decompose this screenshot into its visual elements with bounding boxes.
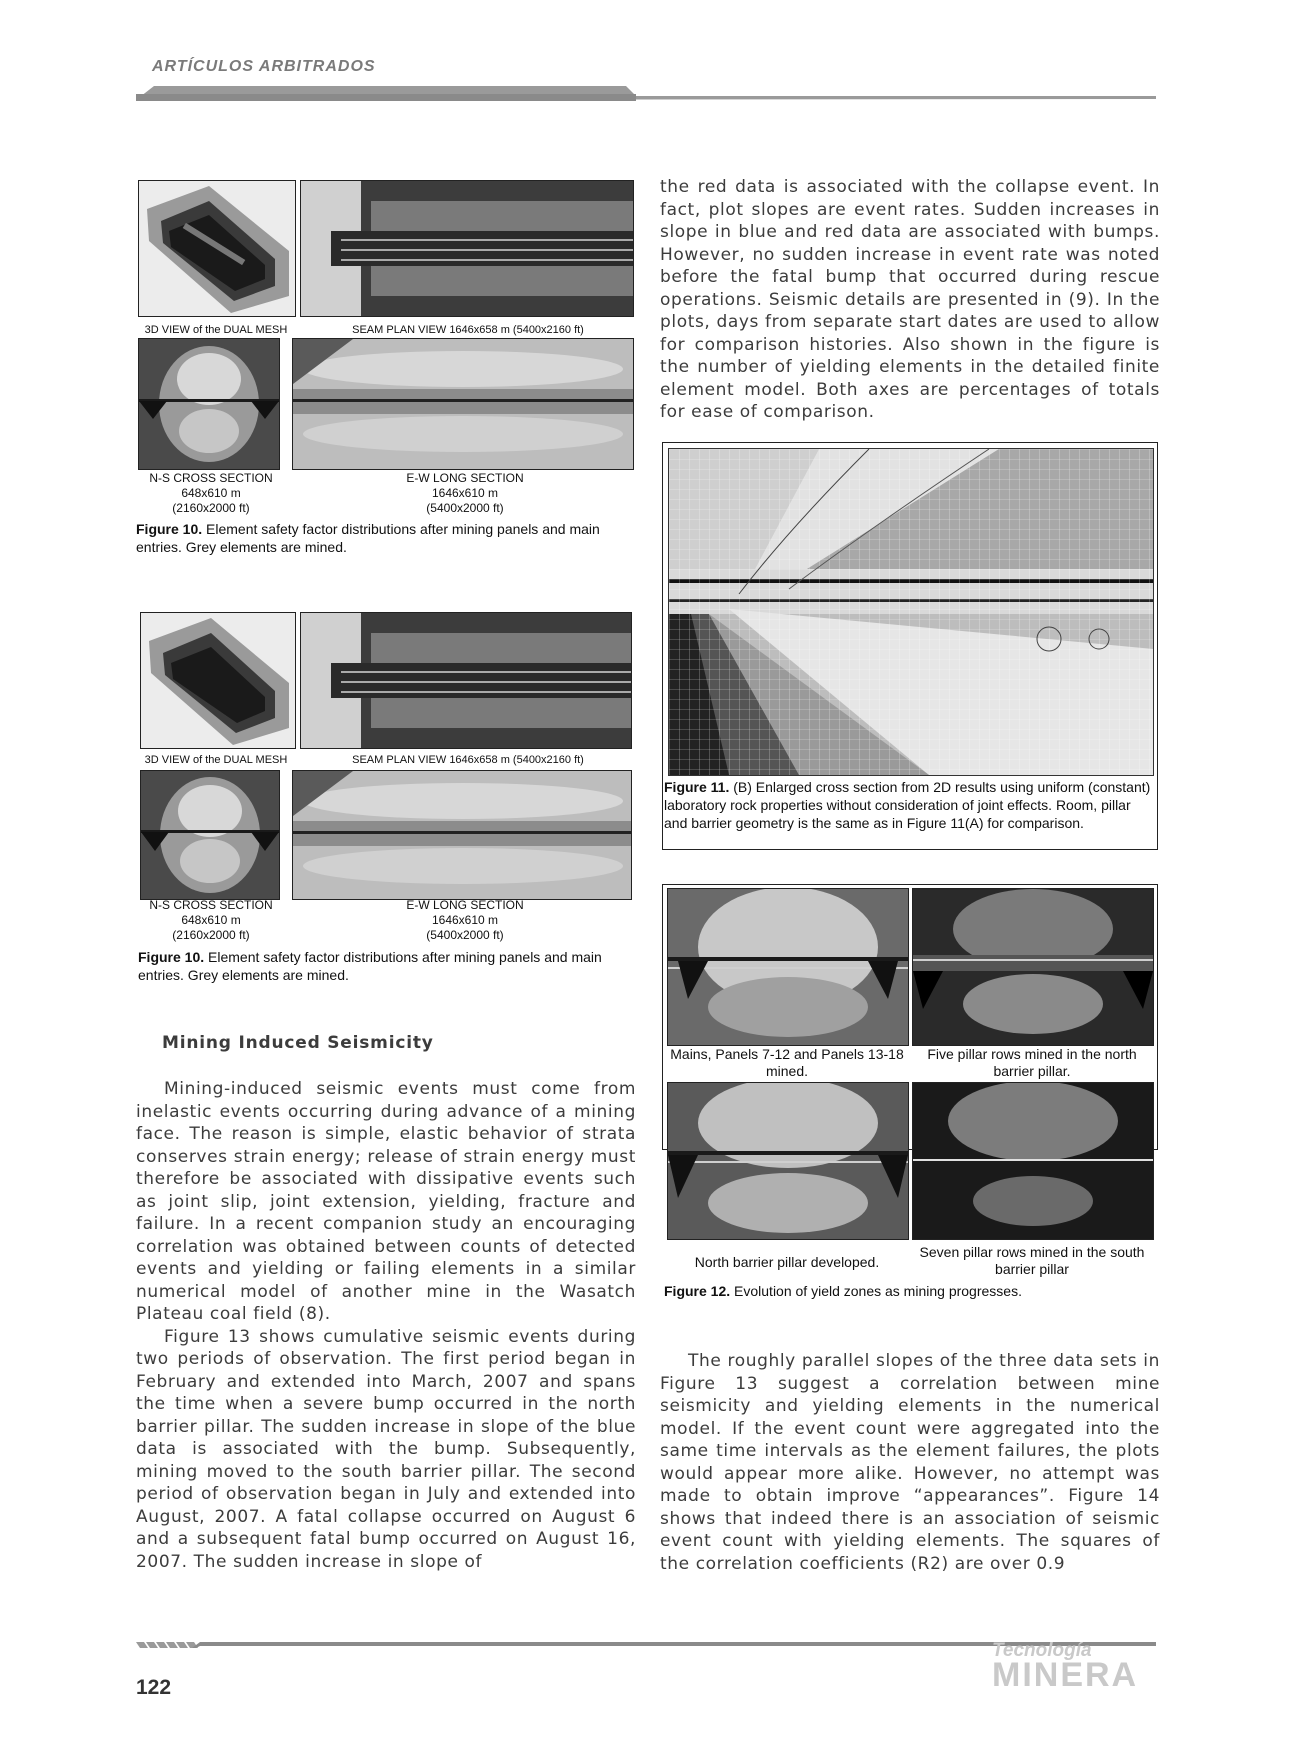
figure-10b-3d-view-label: 3D VIEW of the DUAL MESH — [144, 754, 288, 766]
figure-11-caption: Figure 11. (B) Enlarged cross section from 2D results using uniform (constant) laboratory rock properties without consideration of joint effects. Room, pillar and barrier geometry is the same as in Figure 11(A) for comparison. — [664, 779, 1151, 831]
header-rule — [136, 86, 1156, 102]
figure-10a-ns-section-label: N-S CROSS SECTION 648x610 m (2160x2000 ft) — [149, 471, 273, 515]
left-column-text — [136, 1078, 636, 1573]
figure-10b-caption: Figure 10. Element safety factor distributions after mining panels and main entries. Grey elements are mined. — [138, 949, 602, 983]
figure-10b-seam-plan-label: SEAM PLAN VIEW 1646x658 m (5400x2160 ft) — [352, 754, 584, 766]
figure-10a-caption: Figure 10. Element safety factor distributions after mining panels and main entries. Grey elements are mined. — [136, 521, 600, 555]
figure-10a-ew-section-image — [292, 338, 634, 470]
paragraph: Mining-induced seismic events must come from inelastic events occurring during advance of a mining face. The reason is simple, elastic behavior of strata conserves strain energy; release of strain energy must therefore be associated with dissipative events such as joint slip, joint extension, yielding, fracture and failure. In a recent companion study an encouraging correlation was obtained between counts of detected events and yielding or failing elements in a similar numerical model of another mine in the Wasatch Plateau coal field (8). — [136, 1079, 636, 1324]
figure-12-caption: Figure 12. Evolution of yield zones as mining progresses. — [664, 1283, 1022, 1299]
right-column-text-bottom — [660, 1350, 1160, 1575]
footer-logo-top: Tecnología — [992, 1640, 1092, 1661]
section-label: ARTÍCULOS ARBITRADOS — [152, 58, 376, 75]
figure-12-panel-3-image — [667, 1082, 909, 1240]
figure-10a-seam-plan-image — [300, 180, 634, 317]
paragraph: the red data is associated with the collapse event. In fact, plot slopes are event rates. Sudden increases in slope in blue and red data are associated with bumps. However, no sudden increase in event rate was noted before the fatal bump that occurred during rescue operations. Seismic details are presented in (9). In the plots, days from separate start dates are used to allow for comparison histories. Also shown in the figure is the number of yielding elements in the detailed finite element model. Both axes are percentages of totals for ease of comparison. — [660, 177, 1160, 422]
figure-12-panel-1-label: Mains, Panels 7-12 and Panels 13-18 mined. — [670, 1046, 904, 1079]
figure-11-image — [668, 448, 1154, 776]
section-heading: Mining Induced Seismicity — [162, 1033, 434, 1053]
figure-12-panel-4-image — [912, 1082, 1154, 1240]
footer-logo-bottom: MINERA — [992, 1656, 1139, 1694]
figure-10b-ns-section-label: N-S CROSS SECTION 648x610 m (2160x2000 ft) — [149, 898, 273, 942]
figure-10b-3d-view-image — [140, 612, 296, 749]
figure-10a-ns-section-image — [138, 338, 280, 470]
paragraph: Figure 13 shows cumulative seismic events during two periods of observation. The first period began in February and extended into March, 2007 and spans the time when a severe bump occurred in the north barrier pillar. The sudden increase in slope of the blue data is associated with the bump. Subsequently, mining moved to the south barrier pillar. The second period of observation began in July and extended into August, 2007. A fatal collapse occurred on August 6 and a subsequent fatal bump occurred on August 16, 2007. The sudden increase in slope of — [136, 1326, 636, 1572]
right-column-text-top — [660, 176, 1160, 424]
paragraph: The roughly parallel slopes of the three data sets in Figure 13 suggest a correlation between mine seismicity and yielding elements in the numerical model. If the event count were aggregated into the same time intervals as the element failures, the plots would appear more alike. However, no attempt was made to obtain improve “appearances”. Figure 14 shows that indeed there is an association of seismic event count with yielding elements. The squares of the correlation coefficients (R2) are over 0.9 — [660, 1351, 1160, 1574]
figure-10b-seam-plan-image — [300, 612, 632, 749]
figure-10b-ns-section-image — [140, 770, 280, 900]
page-number: 122 — [136, 1676, 172, 1699]
figure-10a-ew-section-label: E-W LONG SECTION 1646x610 m (5400x2000 ft) — [406, 471, 524, 515]
figure-10b-ew-section-image — [292, 770, 632, 900]
figure-10b-ew-section-label: E-W LONG SECTION 1646x610 m (5400x2000 ft) — [406, 898, 524, 942]
figure-10a-3d-view-image — [138, 180, 296, 317]
figure-12-panel-2-label: Five pillar rows mined in the north barrier pillar. — [927, 1046, 1137, 1079]
figure-12-panel-3-label: North barrier pillar developed. — [694, 1254, 880, 1270]
figure-12-panel-1-image — [667, 888, 909, 1046]
figure-12-panel-4-label: Seven pillar rows mined in the south barrier pillar — [919, 1244, 1145, 1277]
figure-10a-seam-plan-label: SEAM PLAN VIEW 1646x658 m (5400x2160 ft) — [352, 324, 584, 336]
figure-12-panel-2-image — [912, 888, 1154, 1046]
figure-10a-3d-view-label: 3D VIEW of the DUAL MESH — [144, 324, 288, 336]
